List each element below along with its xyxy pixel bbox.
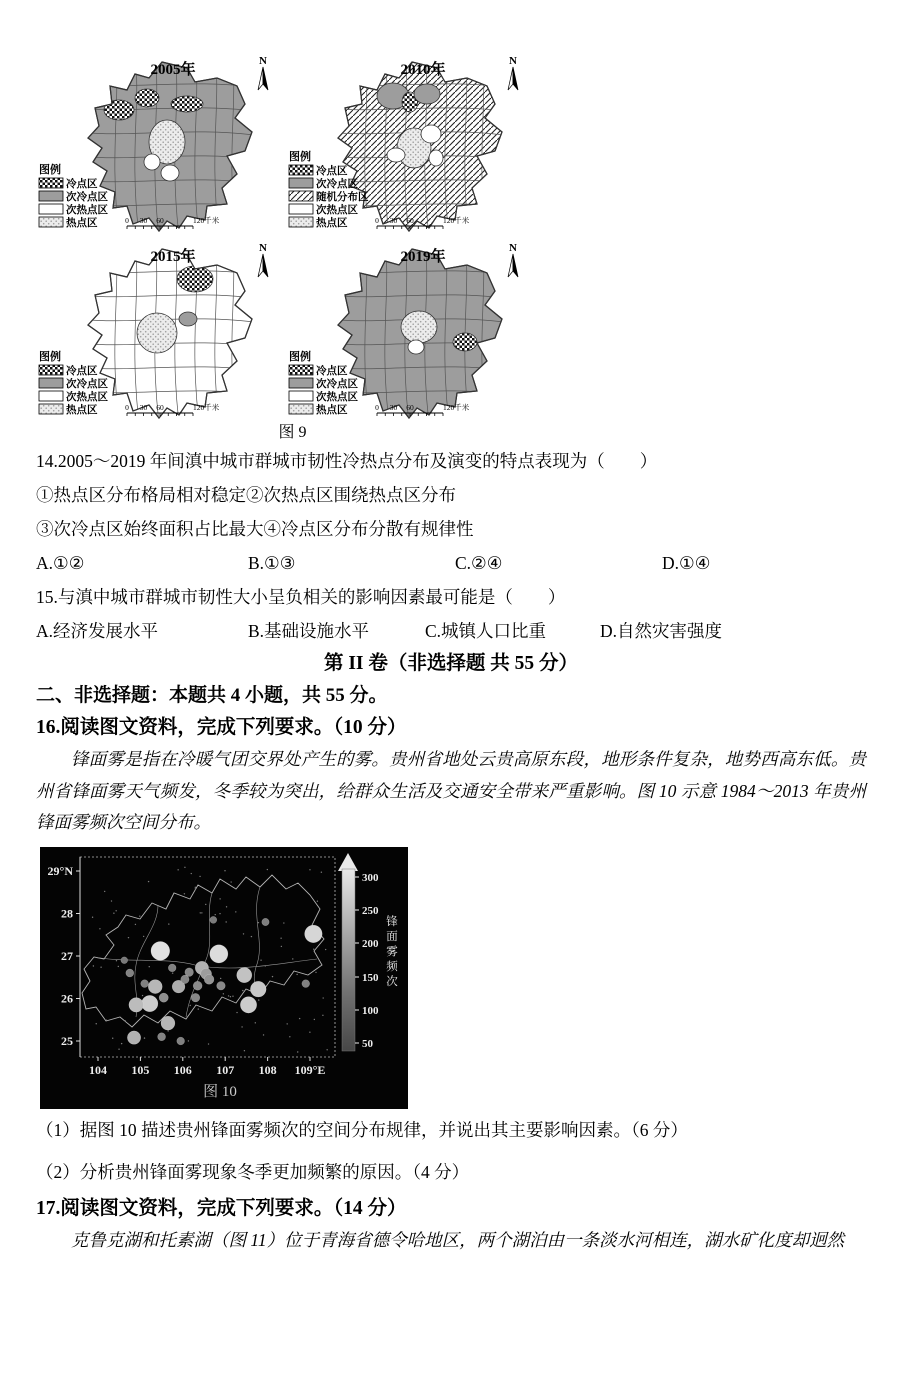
svg-text:30: 30 (139, 216, 148, 225)
q16-header: 16.阅读图文资料，完成下列要求。（10 分） (36, 717, 407, 738)
legend-label: 热点区 (316, 218, 348, 229)
map-legend (39, 349, 108, 416)
x-axis-label: 108 (258, 1062, 277, 1077)
colorbar-tick: 200 (362, 937, 379, 950)
legend-label: 次冷点区 (316, 179, 358, 190)
map-zone-cold (104, 100, 134, 120)
fog-frequency-point (161, 1016, 175, 1030)
legend-swatch-subhot (39, 391, 63, 401)
fog-frequency-point (142, 995, 158, 1011)
svg-text:N: N (259, 55, 267, 67)
legend-swatch-hot (289, 404, 313, 414)
fog-frequency-point (177, 1037, 185, 1045)
fig9-map-panel-2019年 (285, 237, 535, 422)
map-zone-hot (137, 313, 177, 353)
q14-option-b: B.①③ (248, 553, 296, 573)
map-zone-subhot (387, 148, 405, 162)
svg-text:60: 60 (156, 403, 164, 412)
map-year-label: 2005年 (150, 62, 196, 78)
fog-frequency-point (191, 993, 200, 1002)
fig9-map-panel-2010年 (285, 50, 535, 235)
x-axis-label: 105 (131, 1062, 150, 1077)
colorbar-tick: 100 (362, 1004, 379, 1017)
fog-frequency-point (305, 925, 323, 943)
fog-frequency-point (210, 916, 217, 923)
fog-frequency-point (129, 997, 144, 1012)
q16-sub2: （2）分析贵州锋面雾现象冬季更加频繁的原因。（4 分） (36, 1161, 470, 1182)
colorbar-axis-title: 雾 (386, 945, 398, 958)
fog-frequency-point (302, 979, 310, 987)
colorbar-axis-title: 次 (386, 975, 398, 988)
colorbar-tick: 150 (362, 971, 379, 984)
fog-frequency-point (181, 975, 189, 983)
legend-swatch-subhot (39, 204, 63, 214)
colorbar-tick: 300 (362, 871, 379, 884)
y-axis-label: 28 (61, 906, 73, 920)
svg-text:图例: 图例 (39, 164, 61, 176)
fog-frequency-point (204, 974, 214, 984)
q14-stem: 14.2005～2019 年间滇中城市群城市韧性冷热点分布及演变的特点表现为（ ） (36, 451, 658, 471)
y-axis-label: 25 (61, 1033, 73, 1048)
legend-label: 次冷点区 (66, 379, 108, 390)
y-axis-label: 26 (61, 991, 73, 1005)
fog-frequency-point (151, 941, 170, 960)
fog-frequency-point (141, 979, 149, 987)
fog-frequency-point (168, 964, 176, 972)
y-axis-label: 27 (61, 948, 73, 963)
svg-text:0: 0 (125, 403, 129, 412)
svg-text:60: 60 (156, 216, 164, 225)
legend-label: 热点区 (66, 405, 98, 416)
legend-label: 次热点区 (316, 392, 358, 403)
map-zone-subhot (161, 165, 179, 181)
q14-option-a: A.①② (36, 553, 85, 573)
figure10 (40, 847, 408, 1109)
map-zone-subcold (179, 312, 197, 326)
legend-swatch-hot (289, 217, 313, 227)
q16-sub1: （1）据图 10 描述贵州锋面雾频次的空间分布规律，并说出其主要影响因素。（6 分） (36, 1119, 688, 1140)
legend-swatch-subhot (289, 391, 313, 401)
map-zone-subcold (414, 84, 440, 104)
colorbar-tick: 50 (362, 1037, 373, 1050)
svg-text:N: N (509, 242, 517, 254)
legend-swatch-subcold (39, 378, 63, 388)
svg-text:0: 0 (125, 216, 129, 225)
colorbar-axis-title: 面 (386, 930, 398, 943)
map-zone-cold (177, 266, 213, 292)
svg-text:N: N (509, 55, 517, 67)
svg-text:图例: 图例 (289, 151, 311, 163)
colorbar-axis-title: 锋 (386, 915, 398, 928)
q17-paragraph: 克鲁克湖和托素湖（图 11）位于青海省德令哈地区，两个湖泊由一条淡水河相连，湖水矿化度却迥然 (71, 1229, 845, 1250)
svg-text:30: 30 (389, 216, 398, 225)
q15-option-d: D.自然灾害强度 (600, 621, 723, 641)
legend-label: 次热点区 (66, 205, 108, 216)
svg-text:120千米: 120千米 (443, 403, 470, 412)
legend-label: 次热点区 (316, 205, 358, 216)
map-year-label: 2015年 (150, 249, 196, 265)
fog-frequency-point (210, 944, 228, 962)
svg-text:120千米: 120千米 (193, 216, 220, 225)
map-zone-subhot (144, 154, 160, 170)
map-zone-cold (453, 333, 477, 351)
fog-frequency-point (193, 981, 202, 990)
legend-swatch-cold (289, 165, 313, 175)
fog-frequency-point (237, 967, 252, 982)
x-axis-label: 107 (216, 1062, 235, 1077)
figure9-caption: 图 9 (278, 424, 307, 441)
map-legend (39, 162, 108, 229)
north-arrow-icon (508, 55, 518, 90)
legend-label: 次冷点区 (66, 192, 108, 203)
part2-intro: 二、非选择题：本题共 4 小题，共 55 分。 (36, 685, 388, 706)
svg-text:图例: 图例 (289, 351, 311, 363)
q16-paragraph: 锋面雾是指在冷暖气团交界处产生的雾。贵州省地处云贵高原东段，地形条件复杂，地势西高东低。贵州省锋面雾天气频发，冬季较为突出，给群众生活及交通安全带来严重影响。图 10 示意 1984～2013 年贵州锋面雾频次空间分布。 (36, 749, 866, 832)
q14-items-34: ③次冷点区始终面积占比最大④冷点区分布分散有规律性 (36, 519, 474, 539)
svg-text:120千米: 120千米 (193, 403, 220, 412)
legend-label: 次冷点区 (316, 379, 358, 390)
legend-swatch-subcold (289, 178, 313, 188)
legend-label: 次热点区 (66, 392, 108, 403)
legend-swatch-cold (39, 365, 63, 375)
fog-frequency-point (262, 918, 269, 925)
x-axis-label: 106 (173, 1062, 192, 1077)
figure10-map (40, 847, 408, 1109)
legend-label: 冷点区 (66, 366, 98, 377)
svg-text:0: 0 (375, 216, 379, 225)
fog-frequency-point (127, 1030, 140, 1043)
map-zone-cold (135, 89, 159, 107)
x-axis-label: 109°E (294, 1062, 326, 1077)
q14-option-d: D.①④ (662, 553, 711, 573)
fog-frequency-point (250, 981, 266, 997)
svg-text:60: 60 (406, 403, 414, 412)
q15-option-a: A.经济发展水平 (36, 621, 159, 641)
legend-swatch-cold (39, 178, 63, 188)
map-zone-subhot (408, 340, 424, 354)
legend-swatch-subcold (39, 191, 63, 201)
map-legend (289, 349, 358, 416)
fog-frequency-point (148, 979, 162, 993)
svg-text:30: 30 (139, 403, 148, 412)
part2-title: 第 II 卷（非选择题 共 55 分） (323, 653, 579, 674)
fig9-map-panel-2005年 (35, 50, 285, 235)
map-zone-subhot (429, 150, 443, 166)
legend-swatch-subcold (289, 378, 313, 388)
svg-text:120千米: 120千米 (443, 216, 470, 225)
fog-frequency-point (217, 981, 226, 990)
map-year-label: 2019年 (400, 249, 446, 265)
q15-option-c: C.城镇人口比重 (425, 621, 547, 641)
north-arrow-icon (258, 242, 268, 277)
north-arrow-icon (508, 242, 518, 277)
legend-label: 随机分布区 (316, 192, 369, 203)
svg-text:N: N (259, 242, 267, 254)
svg-text:60: 60 (406, 216, 414, 225)
q15-option-b: B.基础设施水平 (248, 621, 370, 641)
legend-swatch-random (289, 191, 313, 201)
legend-swatch-cold (289, 365, 313, 375)
fog-frequency-point (126, 969, 134, 977)
legend-label: 冷点区 (316, 166, 348, 177)
map-year-label: 2010年 (400, 62, 446, 78)
svg-text:图例: 图例 (39, 351, 61, 363)
colorbar-axis-title: 频 (386, 960, 398, 973)
legend-label: 热点区 (66, 218, 98, 229)
x-axis-label: 104 (89, 1062, 107, 1077)
q15-stem: 15.与滇中城市群城市韧性大小呈负相关的影响因素最可能是（ ） (36, 587, 566, 607)
fig9-map-panel-2015年 (35, 237, 285, 422)
fog-frequency-point (159, 993, 168, 1002)
fog-frequency-point (240, 996, 256, 1012)
y-axis-label: 29°N (47, 863, 73, 878)
legend-label: 冷点区 (66, 179, 98, 190)
figure10-caption: 图 10 (203, 1083, 237, 1100)
q15-options (36, 614, 866, 648)
q14-options (36, 546, 866, 580)
fog-frequency-point (158, 1032, 166, 1040)
q14-option-c: C.②④ (455, 553, 503, 573)
legend-swatch-hot (39, 217, 63, 227)
legend-label: 热点区 (316, 405, 348, 416)
map-zone-hot (401, 311, 437, 343)
figure9-map-grid (35, 50, 550, 422)
q17-header: 17.阅读图文资料，完成下列要求。（14 分） (36, 1197, 407, 1219)
legend-swatch-subhot (289, 204, 313, 214)
legend-label: 冷点区 (316, 366, 348, 377)
map-zone-cold (171, 96, 203, 112)
q14-items-12: ①热点区分布格局相对稳定②次热点区围绕热点区分布 (36, 485, 456, 505)
north-arrow-icon (258, 55, 268, 90)
map-zone-subhot (421, 125, 441, 143)
svg-text:0: 0 (375, 403, 379, 412)
legend-swatch-hot (39, 404, 63, 414)
fog-frequency-point (121, 956, 128, 963)
svg-text:30: 30 (389, 403, 398, 412)
colorbar-tick: 250 (362, 904, 379, 917)
